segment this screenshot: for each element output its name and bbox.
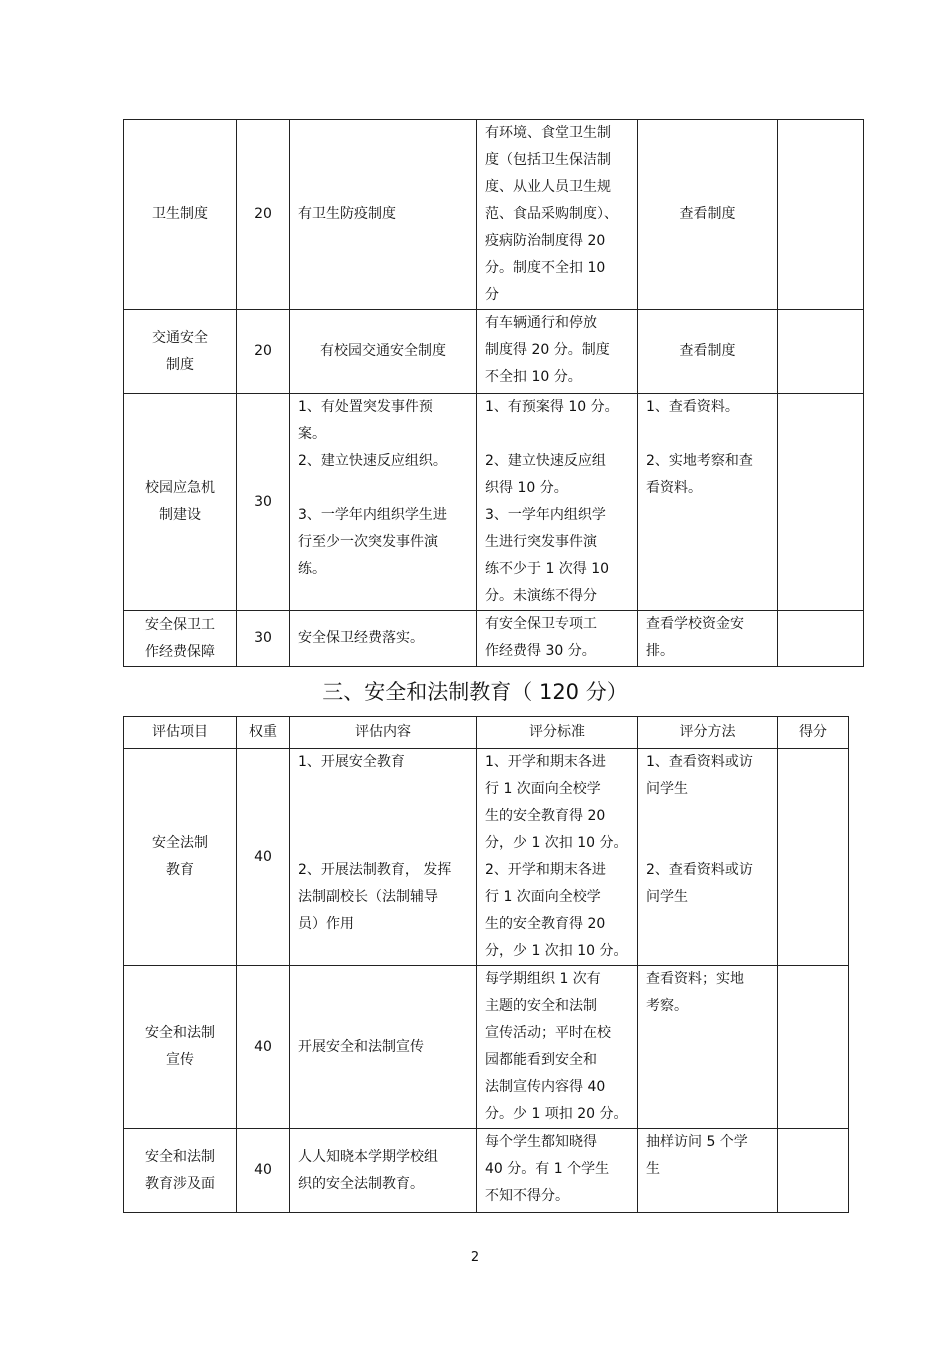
score-cell bbox=[778, 1129, 849, 1213]
content-cell: 开展安全和法制宣传 bbox=[290, 966, 477, 1129]
standard-cell: 每个学生都知晓得 40 分。有 1 个学生 不知不得分。 bbox=[477, 1129, 638, 1213]
header-method: 评分方法 bbox=[638, 717, 778, 749]
method-cell: 1、查看资料。 2、实地考察和查 看资料。 bbox=[638, 394, 778, 611]
weight-cell: 40 bbox=[237, 966, 290, 1129]
score-cell bbox=[778, 310, 864, 394]
standard-cell: 有安全保卫专项工 作经费得 30 分。 bbox=[477, 611, 638, 667]
header-standard: 评分标准 bbox=[477, 717, 638, 749]
table-row bbox=[124, 1129, 849, 1213]
content-cell: 有校园交通安全制度 bbox=[290, 310, 477, 394]
standard-cell: 有车辆通行和停放 制度得 20 分。制度 不全扣 10 分。 bbox=[477, 310, 638, 394]
score-cell bbox=[778, 611, 864, 667]
method-cell: 查看制度 bbox=[638, 310, 778, 394]
score-cell bbox=[778, 966, 849, 1129]
item-cell: 安全和法制 宣传 bbox=[124, 966, 237, 1129]
score-cell bbox=[778, 749, 849, 966]
weight-cell: 40 bbox=[237, 1129, 290, 1213]
item-cell: 交通安全 制度 bbox=[124, 310, 237, 394]
table-row bbox=[124, 966, 849, 1129]
method-cell: 抽样访问 5 个学 生 bbox=[638, 1129, 778, 1213]
weight-cell: 40 bbox=[237, 749, 290, 966]
method-cell: 查看制度 bbox=[638, 120, 778, 310]
method-cell: 1、查看资料或访 问学生 2、查看资料或访 问学生 bbox=[638, 749, 778, 966]
header-item: 评估项目 bbox=[124, 717, 237, 749]
education-assessment-table bbox=[123, 716, 849, 1213]
section-title: 三、安全和法制教育（ 120 分） bbox=[322, 680, 628, 704]
item-cell: 安全保卫工 作经费保障 bbox=[124, 611, 237, 667]
table-row bbox=[124, 120, 864, 310]
weight-cell: 30 bbox=[237, 394, 290, 611]
page-number: 2 bbox=[470, 1250, 480, 1265]
header-row bbox=[124, 717, 849, 749]
standard-cell: 每学期组织 1 次有 主题的安全和法制 宣传活动；平时在校 园都能看到安全和 法制宣传内容得 40 分。少 1 项扣 20 分。 bbox=[477, 966, 638, 1129]
header-score: 得分 bbox=[778, 717, 849, 749]
table-row bbox=[124, 310, 864, 394]
method-cell: 查看资料；实地 考察。 bbox=[638, 966, 778, 1129]
item-cell: 卫生制度 bbox=[124, 120, 237, 310]
standard-cell: 1、开学和期末各进 行 1 次面向全校学 生的安全教育得 20 分，少 1 次扣 10 分。 2、开学和期末各进 行 1 次面向全校学 生的安全教育得 20 分，少 1 次扣 10 分。 bbox=[477, 749, 638, 966]
weight-cell: 30 bbox=[237, 611, 290, 667]
table-row bbox=[124, 611, 864, 667]
weight-cell: 20 bbox=[237, 120, 290, 310]
item-cell: 安全和法制 教育涉及面 bbox=[124, 1129, 237, 1213]
header-content: 评估内容 bbox=[290, 717, 477, 749]
item-cell: 校园应急机 制建设 bbox=[124, 394, 237, 611]
item-cell: 安全法制 教育 bbox=[124, 749, 237, 966]
content-cell: 人人知晓本学期学校组 织的安全法制教育。 bbox=[290, 1129, 477, 1213]
table-row bbox=[124, 394, 864, 611]
standard-cell: 1、有预案得 10 分。 2、建立快速反应组 织得 10 分。 3、一学年内组织学 生进行突发事件演 练不少于 1 次得 10 分。未演练不得分 bbox=[477, 394, 638, 611]
score-cell bbox=[778, 394, 864, 611]
content-cell: 有卫生防疫制度 bbox=[290, 120, 477, 310]
standard-cell: 有环境、食堂卫生制 度（包括卫生保洁制 度、从业人员卫生规 范、食品采购制度）、 疫病防治制度得 20 分。制度不全扣 10 分 bbox=[477, 120, 638, 310]
safety-assessment-table-part2 bbox=[123, 119, 864, 667]
score-cell bbox=[778, 120, 864, 310]
header-weight: 权重 bbox=[237, 717, 290, 749]
content-cell: 1、开展安全教育 2、开展法制教育， 发挥 法制副校长（法制辅导 员）作用 bbox=[290, 749, 477, 966]
content-cell: 安全保卫经费落实。 bbox=[290, 611, 477, 667]
content-cell: 1、有处置突发事件预 案。 2、建立快速反应组织。 3、一学年内组织学生进 行至少一次突发事件演 练。 bbox=[290, 394, 477, 611]
weight-cell: 20 bbox=[237, 310, 290, 394]
method-cell: 查看学校资金安 排。 bbox=[638, 611, 778, 667]
table-row bbox=[124, 749, 849, 966]
